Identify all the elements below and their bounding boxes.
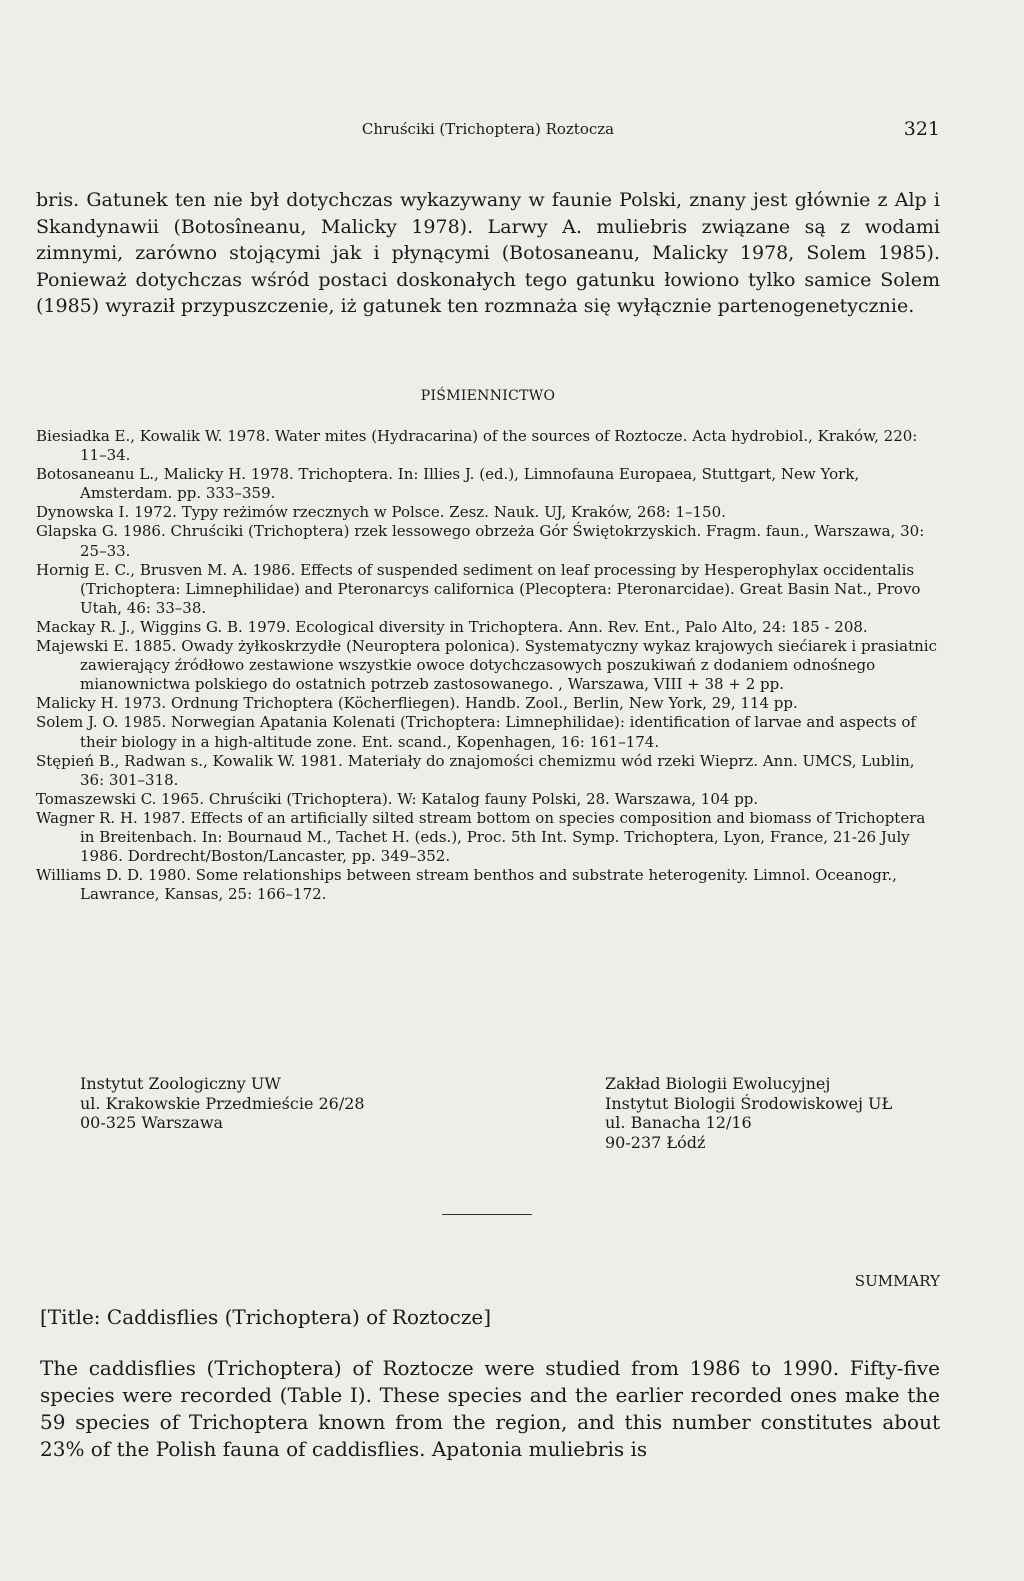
reference-item: Hornig E. C., Brusven M. A. 1986. Effects of suspended sediment on leaf processing by Hesperophylax occidentalis (Trichoptera: Limnephilidae) and Pteronarcys californica (Plecoptera: Pteronarcidae). Great Basin Nat., Provo Utah, 46: 33–38. [36,560,921,617]
address-line: ul. Banacha 12/16 [605,1113,752,1132]
reference-item: Wagner R. H. 1987. Effects of an artificially silted stream bottom on species composition and biomass of Trichoptera in Breitenbach. In: Bournaud M., Tachet H. (eds.), Proc. 5th Int. Symp. Trichoptera, Lyon, France, 21-26 July 1986. Dordrecht/Boston/Lancaster, pp. 349–352. [36,808,926,866]
body-paragraph-text: bris. Gatunek ten nie był dotychczas wykazywany w faunie Polski, znany jest głównie z Alp i Skandynawii (Botosîneanu, Malicky 1978). Larwy A. muliebris związane są z wodami zimnymi, zarówno stojącymi jak i płynącymi (Botosaneanu, Malicky 1978, Solem 1985). Ponieważ dotychczas wśród postaci doskonałych tego gatunku łowiono tylko samice Solem (1985) wyraził przypuszczenie, iż gatunek ten rozmnaża się wyłącznie partenogenetycznie. [36,189,940,318]
reference-item: Williams D. D. 1980. Some relationships between stream benthos and substrate heterogenity. Limnol. Oceanogr., Lawrance, Kansas, 25: 166–172. [36,866,897,904]
summary-paragraph [40,1355,940,1463]
reference-item: Stępień B., Radwan s., Kowalik W. 1981. Materiały do znajomości chemizmu wód rzeki Wieprz. Ann. UMCS, Lublin, 36: 301–318. [36,751,915,789]
address-line: 00-325 Warszawa [80,1113,224,1132]
address-line: 90-237 Łódź [605,1132,706,1152]
reference-item: Majewski E. 1885. Owady żyłkoskrzydłe (Neuroptera polonica). Systematyczny wykaz krajowych siećiarek i prasiatnic zawierający źródłowo zestawione wszystkie owoce dotychczasowych poszukiwań z dodaniem odnośnego mianownictwa polskiego do ostatnich potrzeb zastosowanego. , Warszawa, VIII + 38 + 2 pp. [36,637,937,694]
reference-item: Dynowska I. 1972. Typy reżimów rzecznych w Polsce. Zesz. Nauk. UJ, Kraków, 268: 1–150. [36,503,726,522]
address-line: ul. Krakowskie Przedmieście 26/28 [80,1093,365,1113]
section-divider [442,1214,532,1215]
page-number: 321 [903,118,940,140]
reference-item: Glapska G. 1986. Chruściki (Trichoptera) rzek lessowego obrzeża Gór Świętokrzyskich. Fragm. faun., Warszawa, 30: 25–33. [36,522,925,560]
running-header [36,120,940,138]
references-list [36,427,940,904]
author-address-left [80,1074,365,1133]
author-address-right [605,1074,892,1152]
reference-item: Botosaneanu L., Malicky H. 1978. Trichoptera. In: Illies J. (ed.), Limnofauna Europaea, Stuttgart, New York, Amsterdam. pp. 333–359. [36,465,860,503]
summary-label: SUMMARY [854,1272,940,1290]
reference-item: Mackay R. J., Wiggins G. B. 1979. Ecological diversity in Trichoptera. Ann. Rev. Ent., Palo Alto, 24: 185 - 208. [36,617,868,636]
address-line: Instytut Biologii Środowiskowej UŁ [605,1093,893,1113]
reference-item: Solem J. O. 1985. Norwegian Apatania Kolenati (Trichoptera: Limnephilidae): identification of larvae and aspects of their biology in a high-altitude zone. Ent. scand., Kopenhagen, 16: 161–174. [36,713,916,751]
summary-title: [Title: Caddisflies (Trichoptera) of Roztocze] [40,1305,492,1329]
address-line: Instytut Zoologiczny UW [80,1074,281,1093]
reference-item: Malicky H. 1973. Ordnung Trichoptera (Köcherfliegen). Handb. Zool., Berlin, New York, 29, 114 pp. [36,694,798,713]
address-line: Zakład Biologii Ewolucyjnej [605,1074,831,1093]
running-title: Chruściki (Trichoptera) Roztocza [361,120,615,138]
summary-paragraph-text: The caddisflies (Trichoptera) of Roztocze were studied from 1986 to 1990. Fifty-five species were recorded (Table I). These species and the earlier recorded ones make the 59 species of Trichoptera known from the region, and this number constitutes about 23% of the Polish fauna of caddisflies. Apatonia muliebris is [40,1356,940,1461]
reference-item: Tomaszewski C. 1965. Chruściki (Trichoptera). W: Katalog fauny Polski, 28. Warszawa, 104 pp. [36,789,759,808]
reference-item: Biesiadka E., Kowalik W. 1978. Water mites (Hydracarina) of the sources of Roztocze. Acta hydrobiol., Kraków, 220: 11–34. [36,427,918,465]
references-heading: PIŚMIENNICTWO [420,388,556,404]
body-paragraph [36,187,940,320]
